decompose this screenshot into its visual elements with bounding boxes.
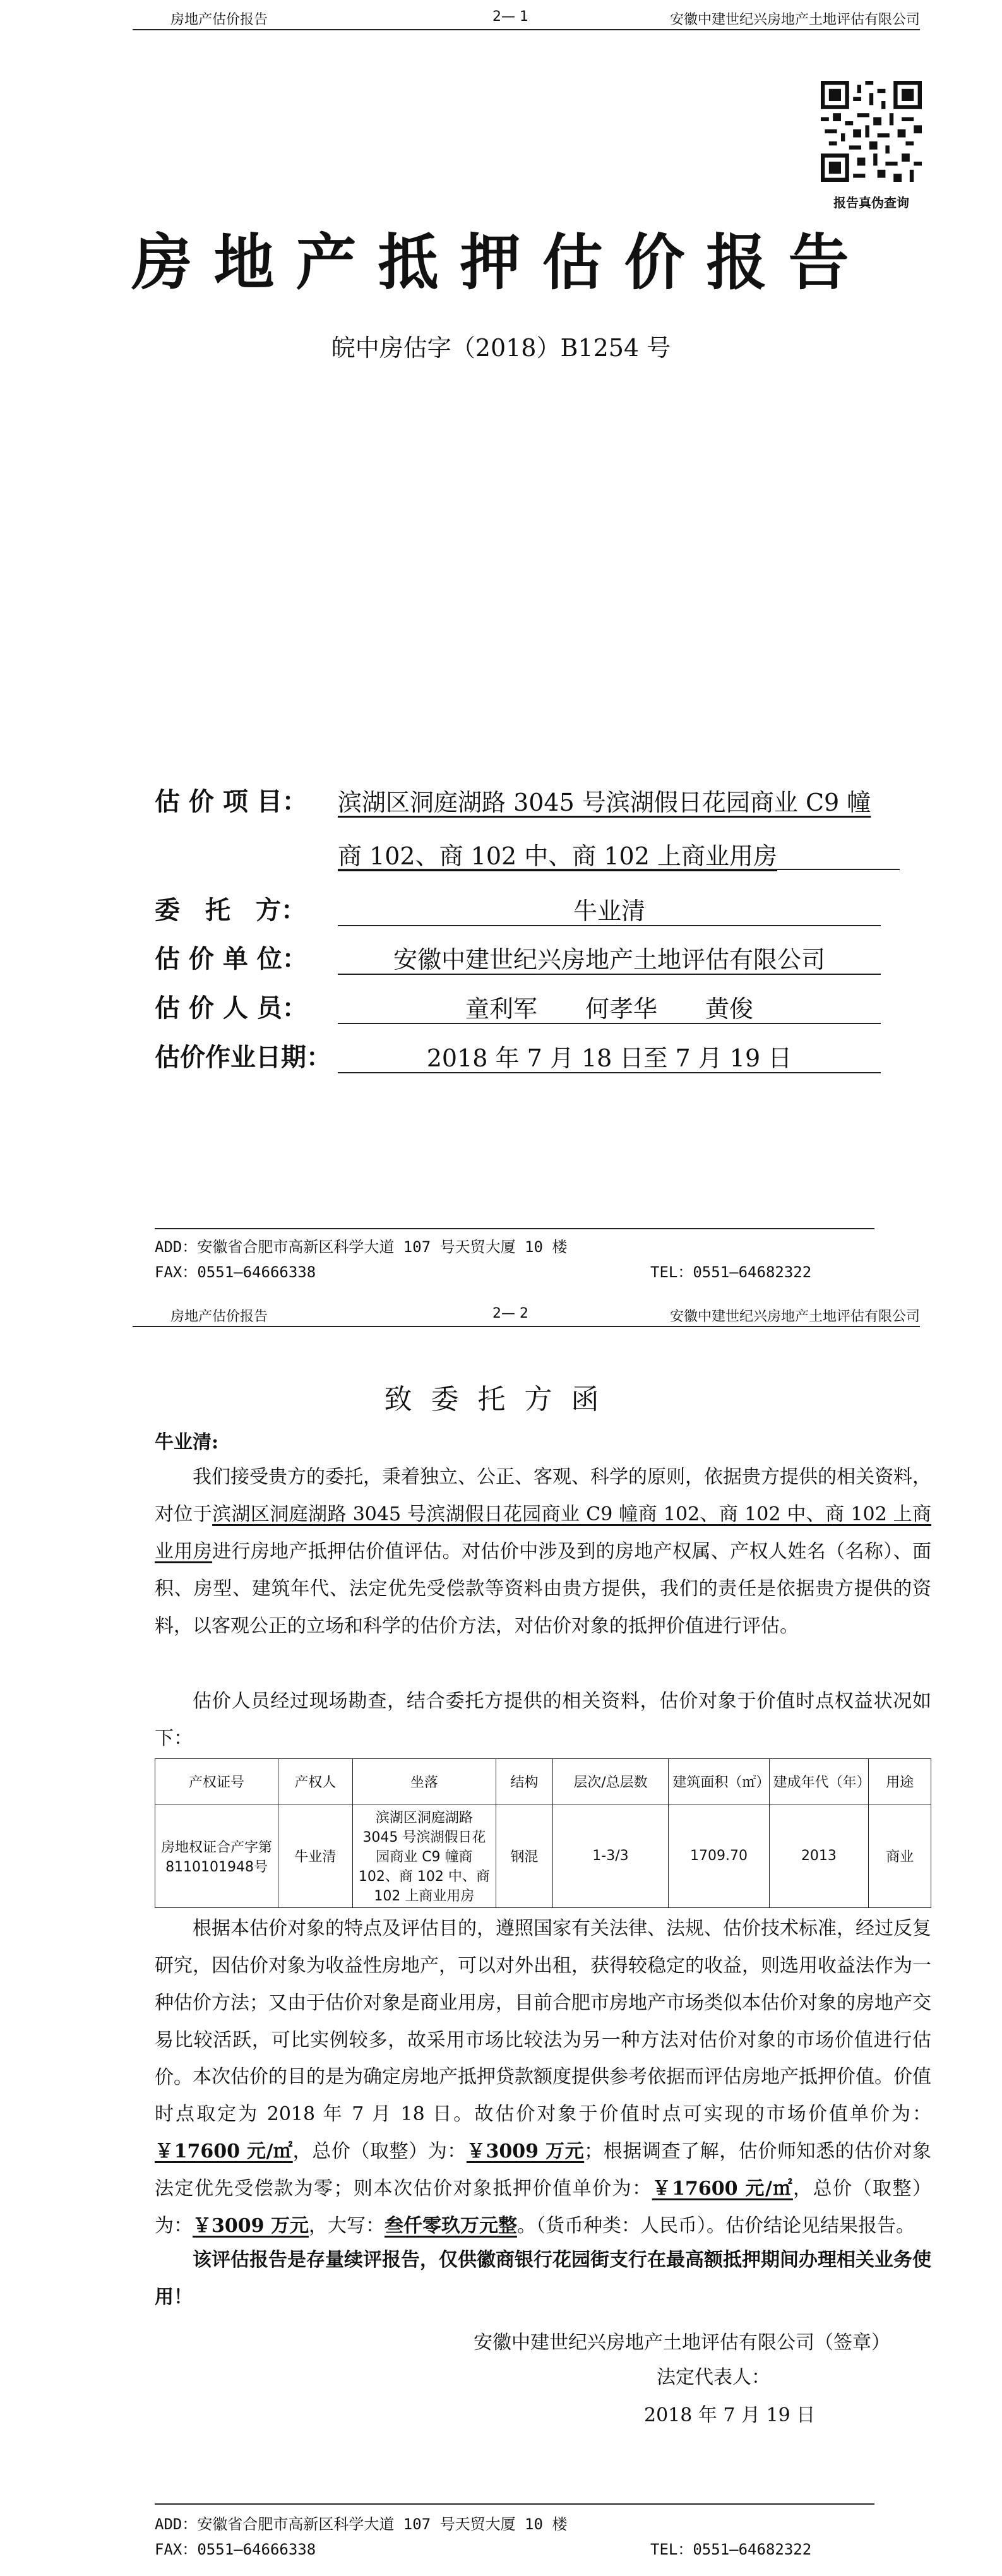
field-client-value: 牛业清	[573, 897, 645, 925]
table-cell: 钢混	[496, 1804, 552, 1908]
footer-fax: FAX：0551—64666338	[155, 2541, 316, 2558]
report-title: 房地产抵押估价报告	[131, 227, 871, 298]
field-label: 估 价 人 员：	[155, 993, 307, 1023]
letter-page	[0, 1301, 1002, 2576]
field-label: 估 价 项 目：	[155, 787, 307, 816]
header-company: 安徽中建世纪兴房地产土地评估有限公司	[669, 1309, 920, 1325]
table-cell: 1-3/3	[552, 1804, 669, 1908]
table-cell: 牛业清	[278, 1804, 352, 1908]
field-appraiser-company-value: 安徽中建世纪兴房地产土地评估有限公司	[393, 946, 825, 974]
mortgage-unit-price: ￥17600 元/㎡	[652, 2178, 793, 2200]
field-project	[155, 782, 307, 818]
total-price-uppercase: 叁仟零玖万元整	[384, 2215, 517, 2237]
field-appraisers	[155, 988, 307, 1024]
field-project-value: 滨湖区洞庭湖路 3045 号滨湖假日花园商业 C9 幢	[338, 789, 871, 816]
table-header: 建筑面积（㎡）	[669, 1759, 769, 1804]
document-number: 皖中房估字（2018）B1254 号	[331, 334, 671, 362]
paragraph-1-text: 我们接受贵方的委托，秉着独立、公正、客观、科学的原则，依据贵方提供的相关资料，对位于	[155, 1466, 931, 1525]
signature-representative: 法定代表人：	[657, 2366, 770, 2388]
table-header: 产权人	[278, 1759, 352, 1804]
footer-tel: TEL：0551—64682322	[650, 2541, 812, 2558]
footer-address: ADD：安徽省合肥市高新区科学大道 107 号天贸大厦 10 楼	[155, 2515, 568, 2533]
table-cell: 商业	[869, 1804, 931, 1908]
table-header: 坐落	[352, 1759, 496, 1804]
paragraph-4-text: 本次估价的目的是为确定房地产抵押贷款额度提供参考依据而评估房地产抵押价值。价值时点取定为 2018 年 7 月 18 日。故估价对象于价值时点可实现的市场价值单价为：	[155, 2066, 931, 2125]
table-header: 建成年代（年）	[769, 1759, 869, 1804]
table-header: 用途	[869, 1759, 931, 1804]
table-header: 层次/总层数	[552, 1759, 669, 1804]
field-appraisers-value: 童利军 何孝华 黄俊	[465, 995, 753, 1023]
paragraph-3: 根据本估价对象的特点及评估目的，遵照国家有关法律、法规、估价技术标准，经过反复研究，因估价对象为收益性房地产，可以对外出租，获得较稳定的收益，则选用收益法作为一种估价方法；又由于估价对象是商业用房，目前合肥市房地产市场类似本估价对象的房地产交易比较活跃，可比实例较多，故采用市场比较法为另一种方法对估价对象的市场价值进行估价。	[155, 1917, 931, 2089]
field-label: 估 价 单 位：	[155, 944, 307, 974]
signature-date: 2018 年 7 月 19 日	[644, 2404, 816, 2426]
paragraph-4	[155, 2058, 931, 2245]
paragraph-4-text: ，总价（取整）为：	[155, 2178, 932, 2237]
header-company: 安徽中建世纪兴房地产土地评估有限公司	[669, 12, 920, 28]
paragraph-1-text-cont: 进行房地产抵押估价值评估。对估价中涉及到的房地产权属、产权人姓名（名称）、面积、房型、建筑年代、法定优先受偿款等资料由贵方提供，我们的责任是依据贵方提供的资料，以客观公正的立场和科学的估价方法，对估价对象的抵押价值进行评估。	[155, 1541, 931, 1637]
field-appraiser-company	[155, 939, 307, 975]
paragraph-2: 估价人员经过现场勘查，结合委托方提供的相关资料，估价对象于价值时点权益状况如下：	[155, 1690, 931, 1750]
paragraph-4-text: ，总价（取整）为：	[292, 2140, 467, 2162]
header-left: 房地产估价报告	[170, 1309, 268, 1325]
letter-title: 致委托方函	[384, 1383, 618, 1416]
field-client	[155, 890, 306, 926]
underline	[338, 869, 900, 870]
table-cell: 滨湖区洞庭湖路 3045 号滨湖假日花园商业 C9 幢商 102、商 102 中、商102 上商业用房	[352, 1804, 496, 1908]
paragraph-4-text: 。（货币种类：人民币）。估价结论见结果报告。	[516, 2215, 915, 2237]
header-page-number: 2— 1	[492, 9, 528, 25]
table-header: 结构	[496, 1759, 552, 1804]
field-work-date-value: 2018 年 7 月 18 日至 7 月 19 日	[426, 1044, 792, 1072]
footer-address: ADD：安徽省合肥市高新区科学大道 107 号天贸大厦 10 楼	[155, 1238, 568, 1256]
qr-code-icon[interactable]	[821, 81, 922, 182]
paragraph-1	[155, 1458, 931, 1645]
page-header	[133, 1302, 920, 1327]
footer-tel: TEL：0551—64682322	[650, 1263, 812, 1281]
table-cell: 1709.70	[669, 1804, 769, 1908]
field-label: 委 托 方：	[155, 895, 306, 925]
field-work-date	[155, 1037, 331, 1073]
field-label: 估价作业日期：	[155, 1042, 331, 1072]
field-project-value-line2: 商 102、商 102 中、商 102 上商业用房	[338, 842, 777, 870]
property-address: 滨湖区洞庭湖路 3045 号滨湖假日花园商业 C9 幢商 102、商 102 中、商 102 上商业用房	[155, 1503, 932, 1563]
page-header	[133, 5, 920, 30]
paragraph-4-text: ，大写：	[308, 2215, 385, 2237]
table-cell: 房地权证合产字第 8110101948号	[155, 1804, 278, 1908]
footer-divider	[155, 1228, 874, 1229]
footer-fax: FAX：0551—64666338	[155, 1263, 316, 1281]
salutation: 牛业清:	[155, 1431, 219, 1453]
table-cell: 2013	[769, 1804, 869, 1908]
table-row	[155, 1804, 931, 1908]
usage-notice: 该评估报告是存量续评报告，仅供徽商银行花园街支行在最高额抵押期间办理相关业务使用！	[155, 2249, 931, 2308]
market-total-price: ￥3009 万元	[466, 2140, 585, 2162]
mortgage-total-price: ￥3009 万元	[193, 2215, 309, 2237]
property-table	[155, 1758, 931, 1908]
table-header-row	[155, 1759, 931, 1804]
table-header: 产权证号	[155, 1759, 278, 1804]
header-page-number: 2— 2	[492, 1306, 528, 1321]
header-left: 房地产估价报告	[170, 12, 268, 28]
market-unit-price: ￥17600 元/㎡	[155, 2140, 293, 2162]
paragraph-4-text: ；根据调查了解，估价师知悉的估价对象法定优先受偿款为零；则本次估价对象抵押价值单价为：	[155, 2140, 931, 2200]
qr-code-label: 报告真伪查询	[833, 195, 909, 210]
signature-company: 安徽中建世纪兴房地产土地评估有限公司（签章）	[474, 2332, 890, 2354]
footer-divider	[155, 2503, 874, 2505]
